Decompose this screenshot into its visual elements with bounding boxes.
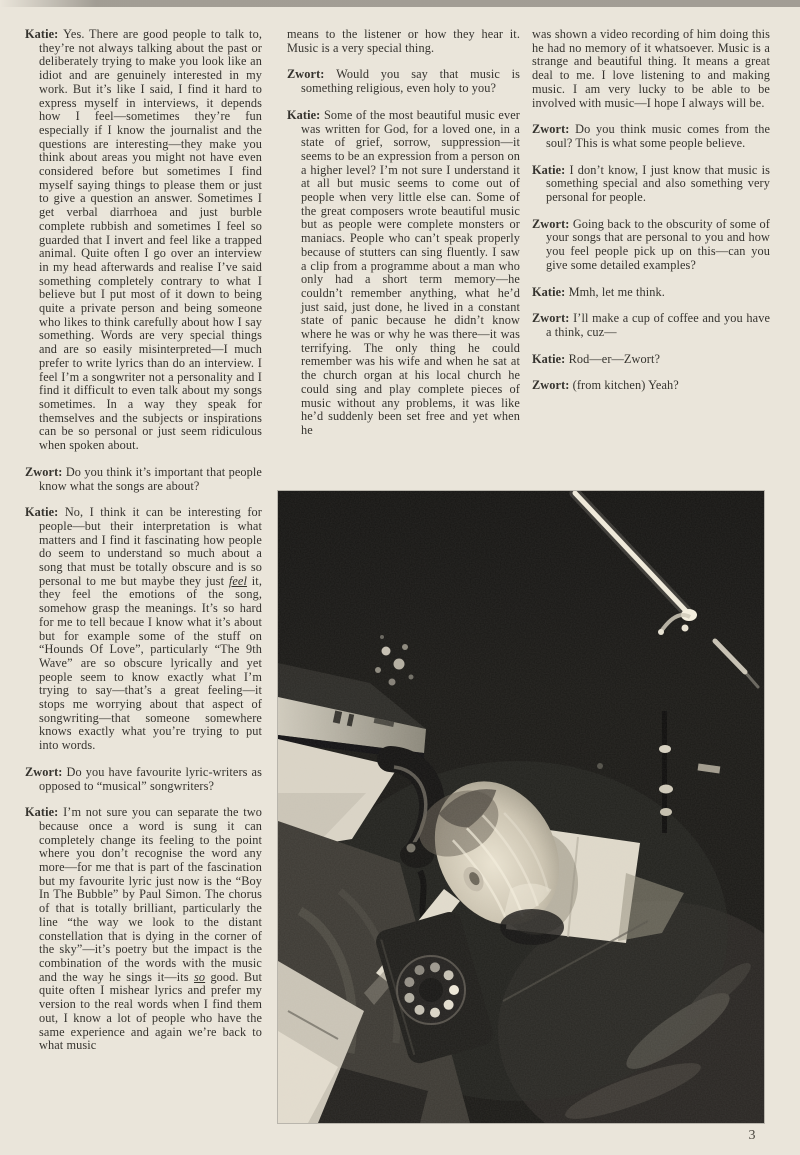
dialogue-block: Zwort: (from kitchen) Yeah? bbox=[532, 378, 679, 393]
speaker-label: Katie: bbox=[532, 162, 570, 177]
studio-photo-graphic bbox=[278, 491, 764, 1123]
speaker-label: Zwort: bbox=[532, 216, 573, 231]
speaker-label: Zwort: bbox=[532, 311, 574, 326]
speaker-label: Zwort: bbox=[25, 464, 66, 479]
speaker-label: Zwort: bbox=[532, 378, 573, 393]
dialogue-block: Katie: Rod—er—Zwort? bbox=[532, 351, 661, 366]
dialogue-block: Zwort: Do you have favourite lyric-writers as opposed to “musical” songwriters? bbox=[25, 764, 262, 793]
emphasized-word: feel bbox=[228, 573, 248, 588]
dialogue-block: Zwort: Do you think music comes from the soul? This is what some people believe. bbox=[532, 122, 770, 150]
page-number: 3 bbox=[748, 1128, 756, 1143]
emphasized-word: so bbox=[193, 969, 206, 984]
dialogue-block: Zwort: Do you think it’s important that people know what the songs are about? bbox=[25, 464, 262, 493]
dialogue-block: Katie: Yes. There are good people to talk to, they’re not always talking about the past or deliberately trying to make you look like an idiot and are genuinely interested in my work. But it’s like I said, I find it hard to express myself in interviews, it depends how I feel—sometimes they’re fun especially if I know the journalist and the questions are interesting—they make you think about areas you might not have even considered before but sometimes I find myself saying things to please them or just to give a question an answer. Sometimes I get verbal diarrhoea and just burble complete rubbish and sometimes I feel so guarded that I invert and feel like a trapped animal. Quite often I go over an interview in my head afterwards and realise I’ve said something completely contrary to what I believe but I put most of it down to being quite a private person and being someone who likes to think carefully about how I say something. Words are very special things and are so easily misinterpreted—I much prefer to write lyrics than do an interview. I feel I’m a songwriter not a personality and I find it difficult to even talk about my songs sometimes. In a way they speak for themselves and the subjects or inspirations can be so personal or just seem ridiculous when spoken about. bbox=[25, 27, 262, 453]
dialogue-block: Katie: I’m not sure you can separate the two because once a word is sung it can completely change its feeling to the point where you don’t recognise the word any more—for me that is part of the fascination but my favourite lyric just now is the “Boy In The Bubble” by Paul Simon. The chorus of that is totally brilliant, particularly the line “the way we look to the distant constellation that is dying in the corner of the sky”—it’s poetry but the impact is the combination of the words with the music and the way he sings it—its so good. But quite often I mishear lyrics and prefer my version to the real words when I find them out, I know a lot of people who have the same experience and again we’re back to what music bbox=[25, 805, 262, 1053]
speaker-label: Zwort: bbox=[287, 67, 337, 82]
scan-artifact-band bbox=[0, 0, 800, 7]
dialogue-block: Zwort: I’ll make a cup of coffee and you have a think, cuz— bbox=[532, 311, 770, 339]
speaker-label: Katie: bbox=[25, 27, 64, 41]
dialogue-block: Katie: Some of the most beautiful music ever was written for God, for a loved one, in a state of grief, sorrow, suppression—it seems to be an expression from a person on a higher level? I’m not sure I understand it at all but music seems to come out of people when very little else can. Some of the great composers wrote beautiful music but as people were complete monsters or maniacs. People who can’t speak properly because of stutters can sing fluently. I saw a clip from a programme about a man who only had a short term memory—he couldn’t remember anything, what he’d just said, just done, he lived in a constant state of panic because he didn’t know where he was or why he was there—it was terrifying. The only thing he could remember was his wife and when he sat at the church organ at his local church he could sing and play complete pieces of music without any problems, it was like he’d suddenly been set free and yet when he bbox=[287, 107, 520, 437]
dialogue-block: Katie: Mmh, let me think. bbox=[532, 284, 665, 299]
speaker-label: Zwort: bbox=[532, 122, 576, 137]
speaker-label: Katie: bbox=[532, 351, 569, 366]
dialogue-block: was shown a video recording of him doing this he had no memory of it whatsoever. Music is a strange and beautiful thing. It means a great deal to me. I love listening to and making music. I am very lucky to be able to be involved with music—I hope I always will be. bbox=[532, 27, 770, 110]
speaker-label: Katie: bbox=[532, 284, 569, 299]
dialogue-block: Katie: I don’t know, I just know that music is something special and also something very personal for people. bbox=[532, 162, 770, 205]
studio-photo bbox=[278, 491, 764, 1123]
dialogue-block: means to the listener or how they hear it. Music is a very special thing. bbox=[287, 27, 520, 55]
speaker-label: Katie: bbox=[25, 505, 65, 520]
dialogue-block: Zwort: Going back to the obscurity of some of your songs that are personal to you and how you feel people pick up on this—can you give some detailed examples? bbox=[532, 216, 770, 272]
text-column-middle bbox=[287, 28, 520, 451]
text-column-left bbox=[25, 28, 262, 1066]
speaker-label: Katie: bbox=[25, 805, 64, 820]
dialogue-block: Zwort: Would you say that music is something religious, even holy to you? bbox=[287, 67, 521, 96]
speaker-label: Zwort: bbox=[25, 764, 67, 779]
speaker-label: Katie: bbox=[287, 107, 324, 122]
text-column-right bbox=[532, 28, 770, 406]
dialogue-block: Katie: No, I think it can be interesting for people—but their interpretation is what matters and I find it fascinating how people do seem to understand so much about a song that must be totally obscure and is so personal to me but maybe they just feel it, they feel the emotions of the song, somehow grasp the meanings. It’s so hard for me to tell becaue I know what it’s about but for example some of the stuff on “Hounds Of Love”, particularly “The 9th Wave” are so obscure lyrically and yet people seem to know exactly what I’m trying to say—that’s a great feeling—it stops me worrying about that aspect of songwriting—that someone somewhere knows exactly what you’re trying to put into words. bbox=[25, 505, 262, 753]
